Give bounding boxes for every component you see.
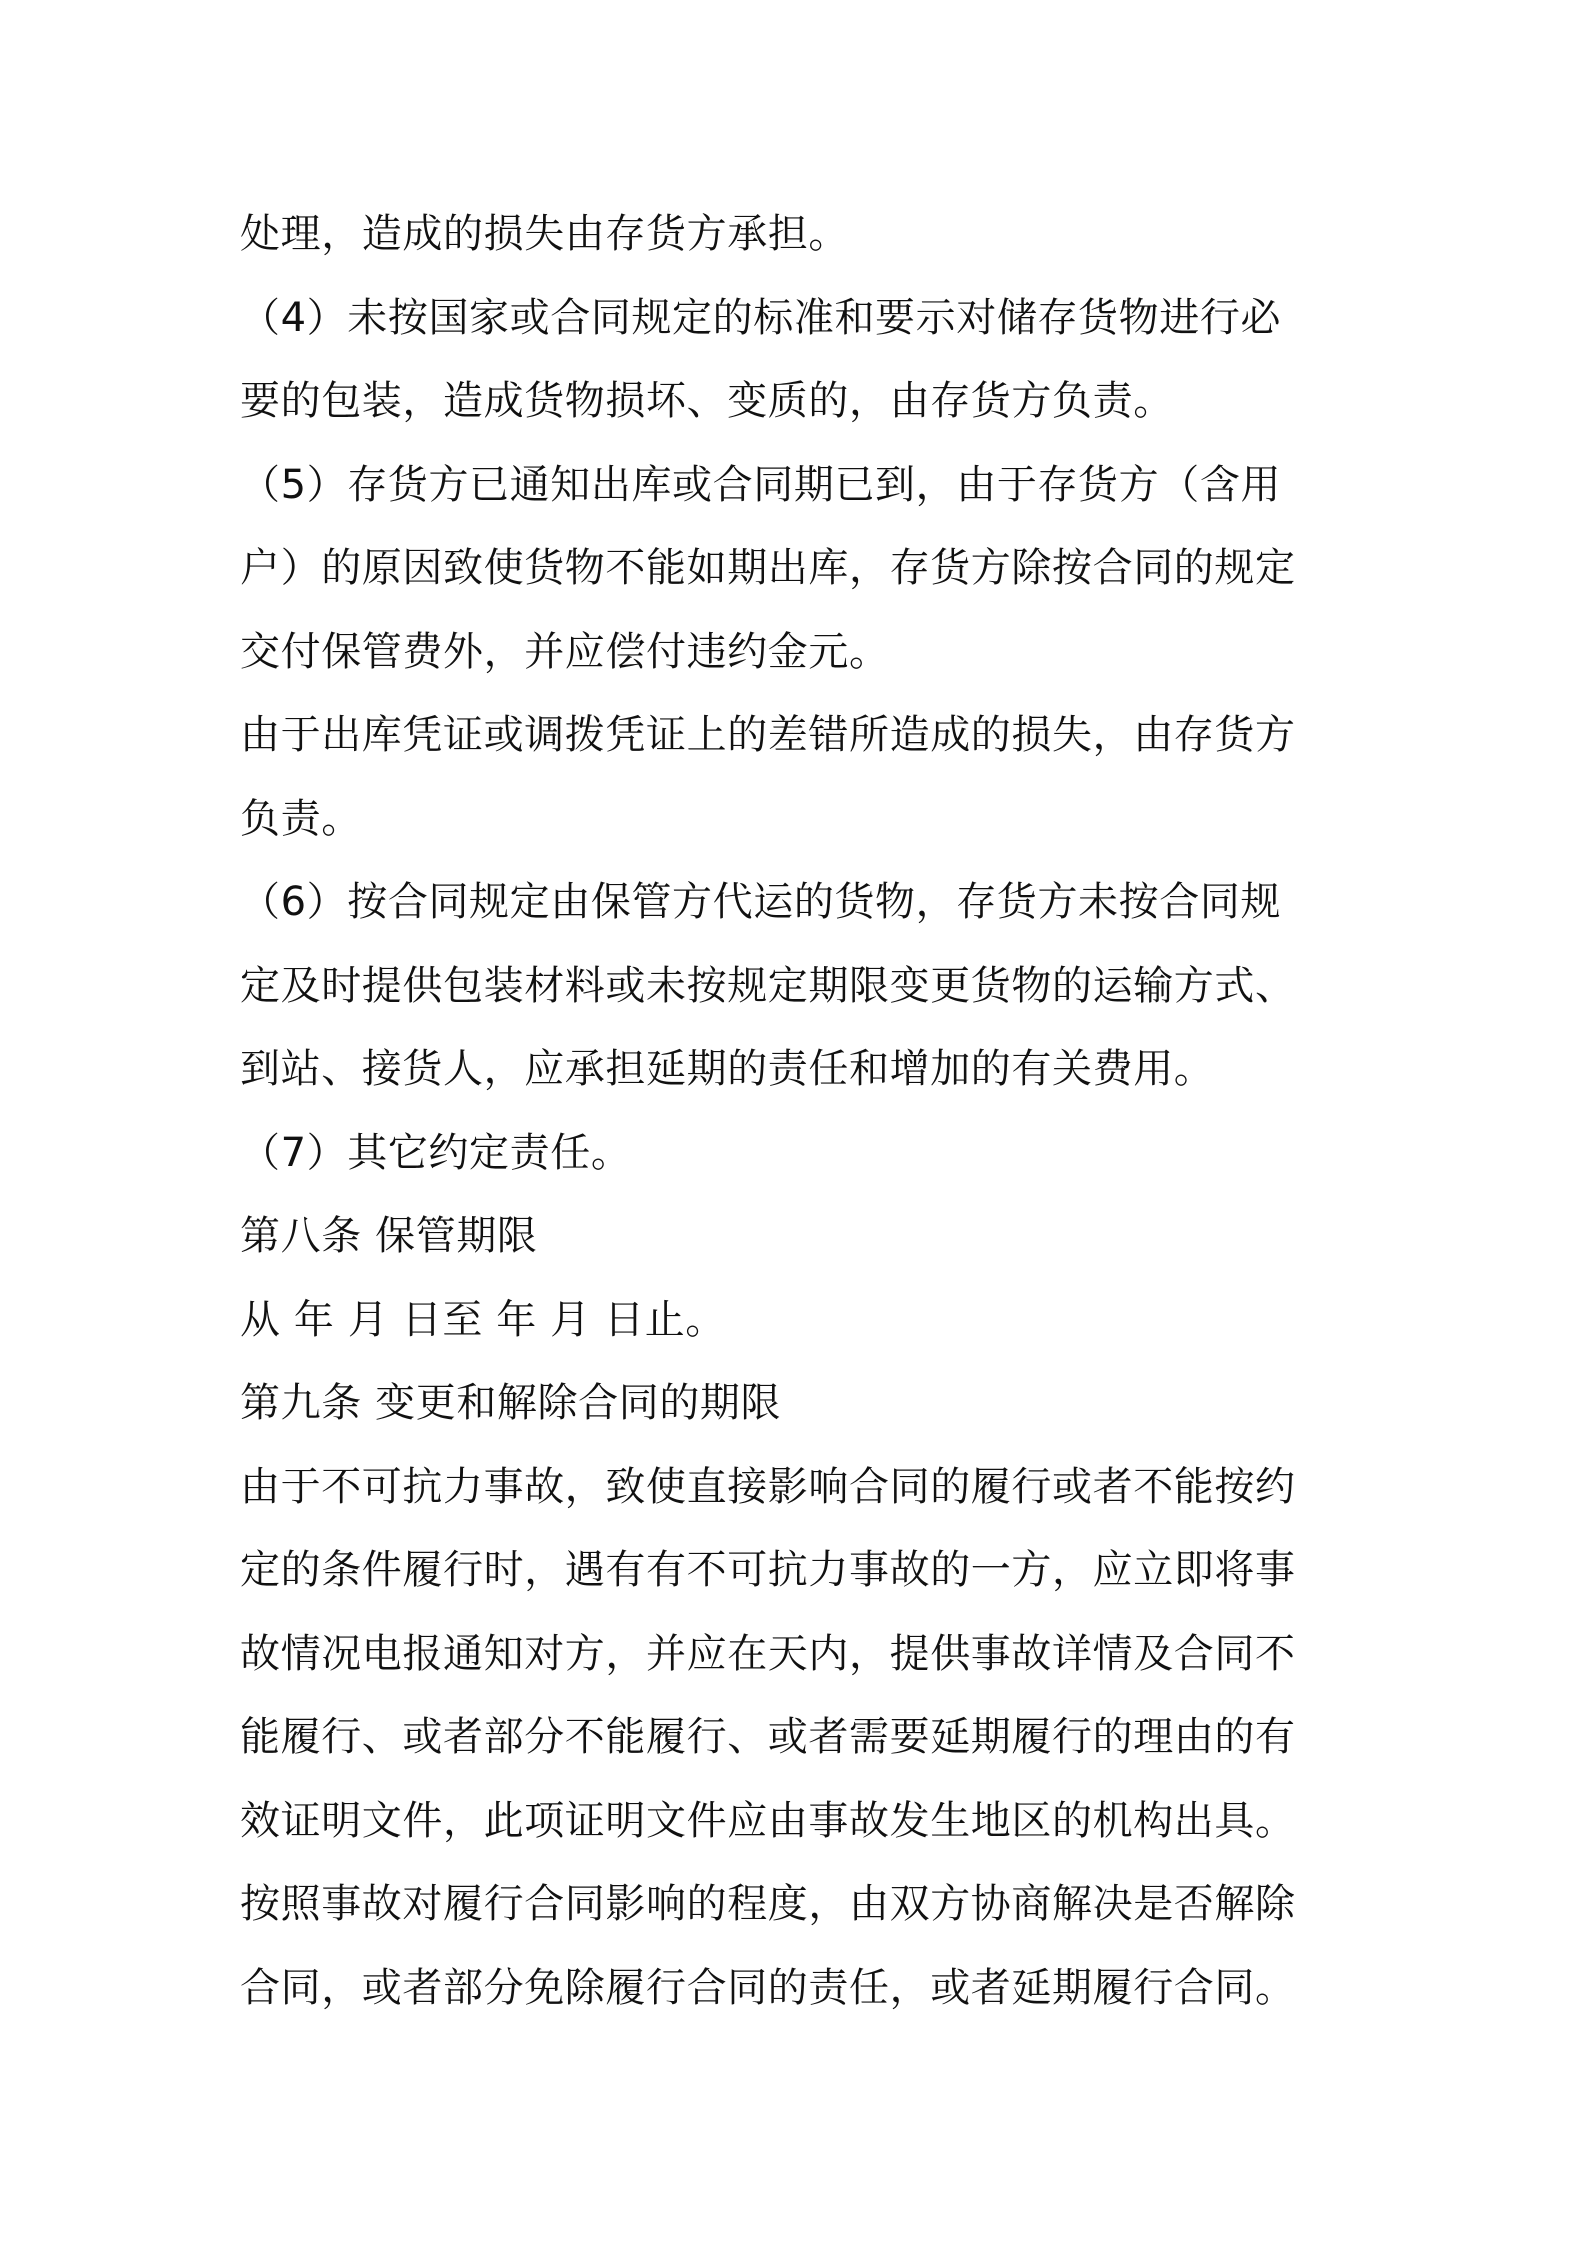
text-line: 户）的原因致使货物不能如期出库，存货方除按合同的规定 (240, 545, 1296, 591)
text-line: 从 年 月 日至 年 月 日止。 (240, 1296, 726, 1343)
article-heading: 第九条 变更和解除合同的期限 (240, 1380, 782, 1426)
text-line: 故情况电报通知对方，并应在天内，提供事故详情及合同不 (240, 1630, 1296, 1677)
text-line: 要的包装，造成货物损坏、变质的，由存货方负责。 (240, 378, 1174, 424)
text-line: 合同，或者部分免除履行合同的责任，或者延期履行合同。 (240, 1964, 1296, 2011)
text-line: 到站、接货人，应承担延期的责任和增加的有关费用。 (240, 1046, 1215, 1092)
text-line: 由于出库凭证或调拨凭证上的差错所造成的损失，由存货方 (240, 712, 1296, 758)
text-line: 按照事故对履行合同影响的程度，由双方协商解决是否解除 (240, 1881, 1296, 1927)
text-line: 处理，造成的损失由存货方承担。 (240, 211, 849, 257)
text-line: （7）其它约定责任。 (240, 1129, 632, 1176)
text-line: 交付保管费外，并应偿付违约金元。 (240, 628, 890, 675)
contract-text-body (240, 193, 1360, 2030)
text-line: 效证明文件，此项证明文件应由事故发生地区的机构出具。 (240, 1797, 1296, 1844)
text-line: 能履行、或者部分不能履行、或者需要延期履行的理由的有 (240, 1714, 1296, 1760)
text-line: 由于不可抗力事故，致使直接影响合同的履行或者不能按约 (240, 1463, 1296, 1510)
text-line: （6）按合同规定由保管方代运的货物，存货方未按合同规 (240, 879, 1282, 925)
text-line: 定及时提供包装材料或未按规定期限变更货物的运输方式、 (240, 962, 1296, 1009)
text-line: 定的条件履行时，遇有有不可抗力事故的一方，应立即将事 (240, 1547, 1296, 1593)
text-line: 负责。 (240, 795, 362, 842)
text-line: （4）未按国家或合同规定的标准和要示对储存货物进行必 (240, 294, 1282, 341)
article-heading: 第八条 保管期限 (240, 1213, 538, 1259)
text-line: （5）存货方已通知出库或合同期已到，由于存货方（含用 (240, 461, 1282, 508)
